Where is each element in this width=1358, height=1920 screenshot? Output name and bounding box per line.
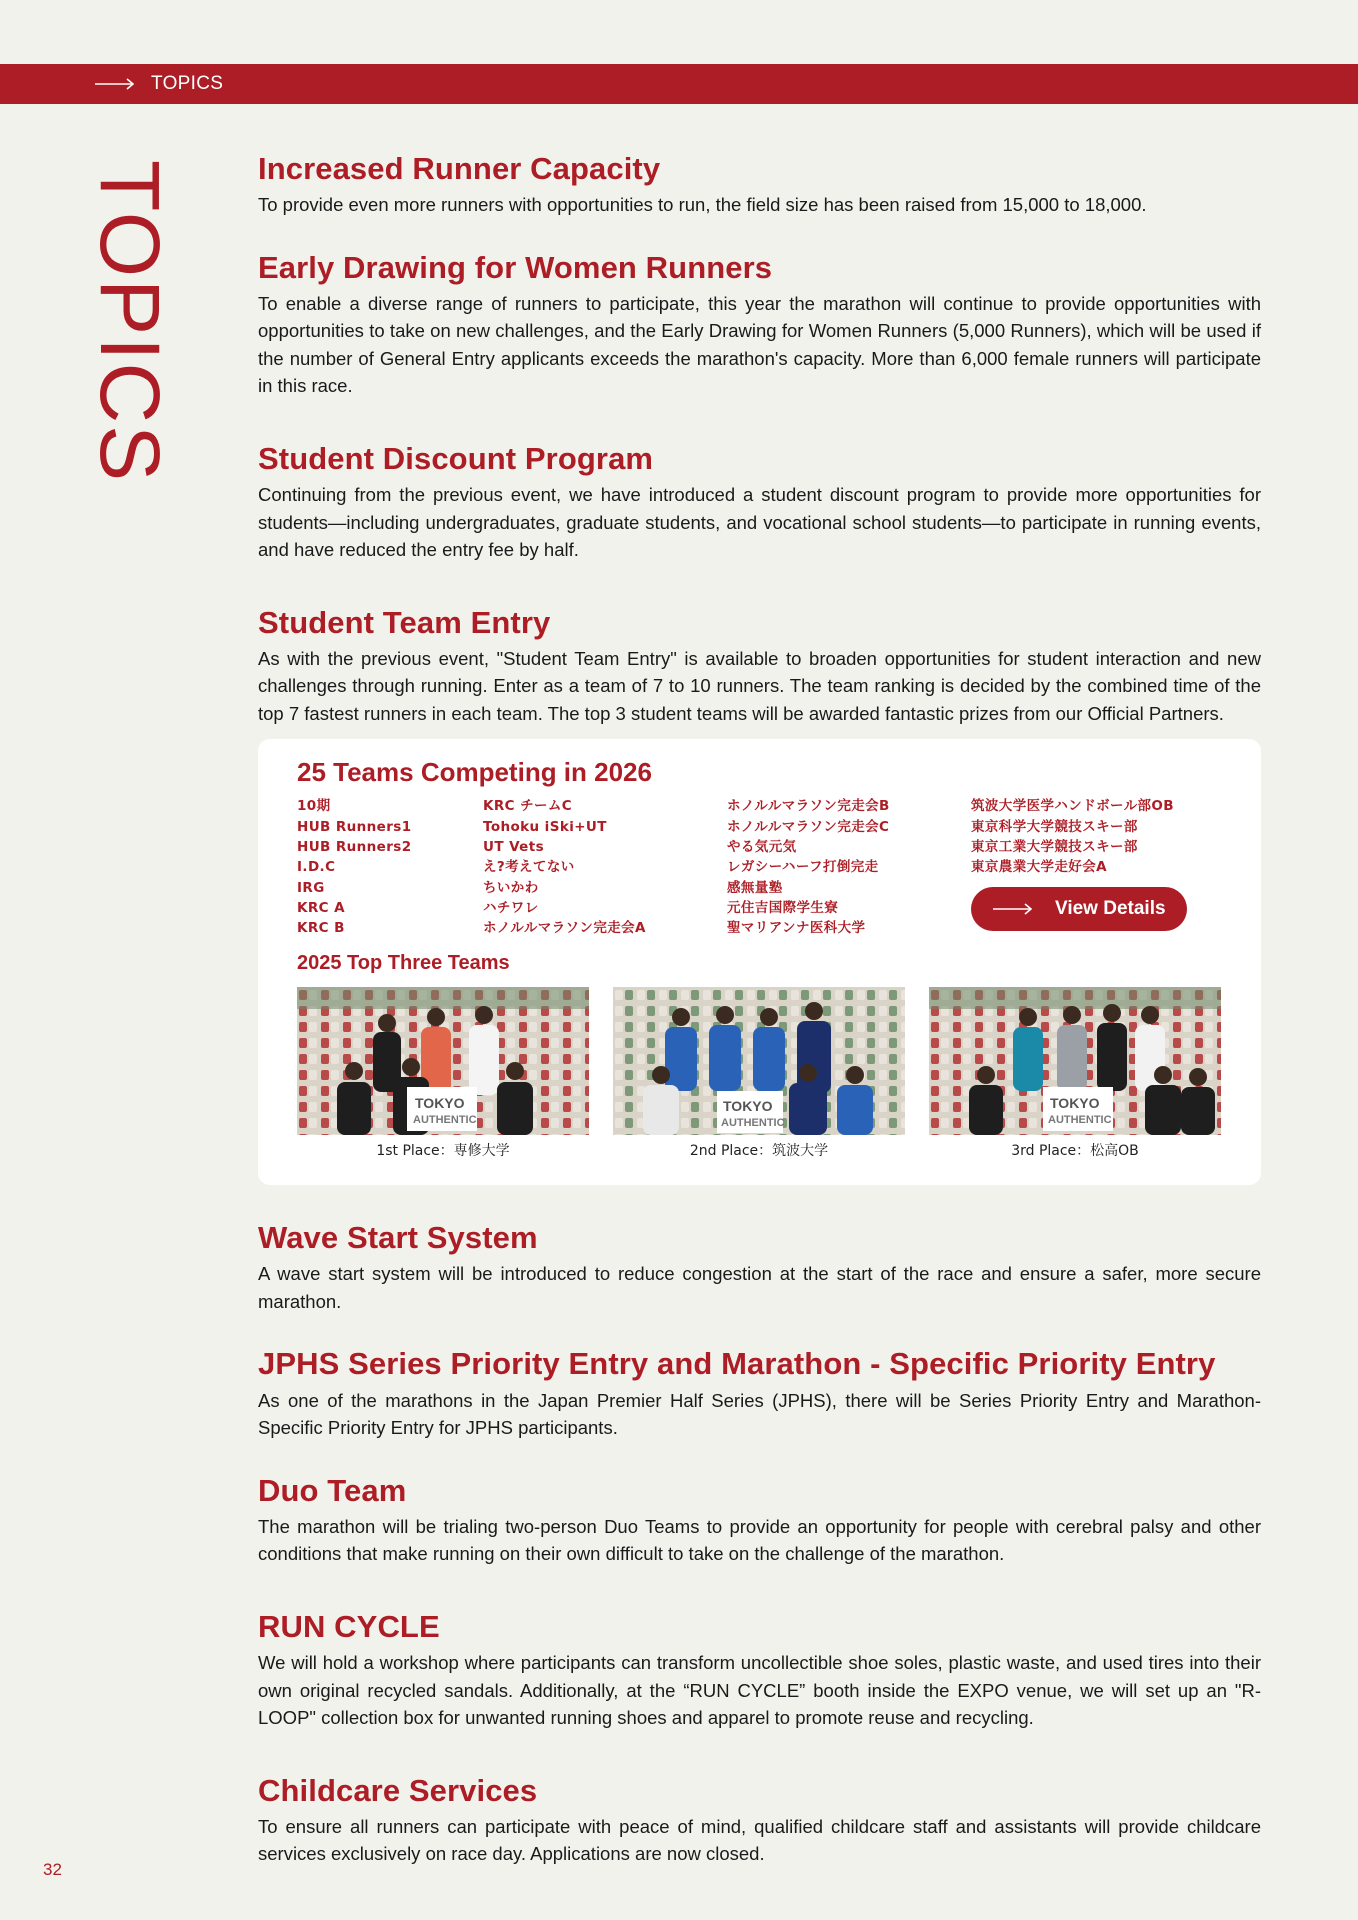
team-name: 筑波大学医学ハンドボール部OB (971, 798, 1174, 815)
section-childcare (258, 1772, 1261, 1868)
section-title: Early Drawing for Women Runners (258, 249, 773, 285)
top-three-title: 2025 Top Three Teams (297, 952, 510, 975)
photo-caption: 3rd Place：松高OB (1011, 1143, 1139, 1160)
team-photo (929, 987, 1221, 1135)
team-name: KRC A (297, 899, 345, 916)
team-name: ちいかわ (483, 879, 539, 896)
team-name: 東京工業大学競技スキー部 (971, 839, 1138, 856)
view-details-label: View Details (1055, 898, 1166, 920)
page-number: 32 (43, 1860, 62, 1879)
section-title: Student Team Entry (258, 604, 551, 640)
section-text: As with the previous event, "Student Team Entry" is available to broaden opportunities for student interaction and new challenges through running. Enter as a team of 7 to 10 runners. The team ranking is decided by the combined time of the top 7 fastest runners in each team. The top 3 student teams will be awarded fantastic prizes from our Official Partners. (258, 647, 1261, 724)
section-title: Student Discount Program (258, 440, 654, 476)
team-name: え?考えてない (483, 859, 575, 876)
photo-card (929, 987, 1221, 1160)
teams-card (258, 739, 1261, 1185)
team-name: 聖マリアンナ医科大学 (727, 920, 866, 937)
section-runner-capacity (258, 150, 1261, 219)
team-name: Tohoku iSki+UT (483, 818, 607, 835)
section-student-team (258, 604, 1261, 728)
team-name: 東京科学大学競技スキー部 (971, 818, 1138, 835)
photo-caption: 1st Place：専修大学 (376, 1143, 510, 1160)
vertical-title: TOPICS (83, 160, 177, 484)
team-name: ハチワレ (483, 899, 539, 916)
header-bar (0, 64, 1358, 104)
team-name: 東京農業大学走好会A (971, 859, 1107, 876)
team-name: KRC B (297, 920, 345, 937)
section-title: Duo Team (258, 1472, 407, 1508)
team-name: I.D.C (297, 859, 336, 876)
top-three-photos (297, 987, 1222, 1160)
team-name: HUB Runners1 (297, 818, 412, 835)
section-text: Continuing from the previous event, we have introduced a student discount program to provide more opportunities for students—including undergraduates, graduate students, and vocational school students—to participate in running events, and have reduced the entry fee by half. (258, 484, 1261, 561)
section-early-drawing (258, 249, 1261, 400)
team-column (297, 796, 483, 940)
team-name: ホノルルマラソン完走会A (483, 920, 646, 937)
section-text: The marathon will be trialing two-person Duo Teams to provide an opportunity for people with cerebral palsy and other conditions that make running on their own difficult to take on the challenge of the marathon. (258, 1515, 1261, 1565)
view-details-button[interactable] (971, 887, 1187, 931)
section-text: As one of the marathons in the Japan Premier Half Series (JPHS), there will be Series Priority Entry and Marathon-Specific Priority Entry for JPHS participants. (258, 1389, 1261, 1439)
team-column (727, 796, 971, 940)
section-title: JPHS Series Priority Entry and Marathon - Specific Priority Entry (258, 1346, 1216, 1382)
team-name: IRG (297, 879, 325, 896)
main-content (258, 150, 1261, 1868)
team-name: 元住吉国際学生寮 (727, 899, 839, 916)
photo-card (297, 987, 589, 1160)
section-wave-start (258, 1219, 1261, 1315)
team-list (297, 796, 1222, 940)
photo-card (613, 987, 905, 1160)
teams-card-title: 25 Teams Competing in 2026 (297, 757, 652, 788)
section-text: We will hold a workshop where participants can transform uncollectible shoe soles, plastic waste, and used tires into their own original recycled sandals. Additionally, at the “RUN CYCLE” booth inside the EXPO venue, we will set up an "R-LOOP" collection box for unwanted running shoes and apparel to promote reuse and recycling. (258, 1652, 1261, 1728)
section-text: To enable a diverse range of runners to participate, this year the marathon will continue to provide opportunities with opportunities to take on new challenges, and the Early Drawing for Women Runners (5,000 Runners), which will be used if the number of General Entry applicants exceeds the marathon's capacity. More than 6,000 female runners will participate in this race. (258, 292, 1261, 397)
header-label: TOPICS (151, 73, 224, 94)
section-text: To ensure all runners can participate with peace of mind, qualified childcare staff and assistants will provide childcare services exclusively on race day. Applications are now closed. (258, 1815, 1261, 1865)
team-name: KRC チームC (483, 798, 573, 815)
sign-text: TOKYO (723, 1098, 773, 1115)
section-text: A wave start system will be introduced to reduce congestion at the start of the race and ensure a safer, more secure marathon. (258, 1263, 1261, 1312)
photo-caption: 2nd Place：筑波大学 (689, 1143, 829, 1160)
section-title: Childcare Services (258, 1772, 538, 1808)
team-name: UT Vets (483, 839, 545, 856)
section-title: Wave Start System (258, 1220, 538, 1256)
section-title: RUN CYCLE (258, 1608, 440, 1644)
team-name: ホノルルマラソン完走会B (727, 798, 890, 815)
section-run-cycle (258, 1608, 1261, 1732)
team-name: ホノルルマラソン完走会C (727, 818, 890, 835)
arrow-right-icon (95, 77, 135, 91)
sign-text: TOKYO (415, 1095, 465, 1112)
sign-text: AUTHENTIC (413, 1114, 477, 1127)
team-name: 10期 (297, 798, 331, 815)
sign-text: AUTHENTIC (1048, 1114, 1112, 1127)
sign-text: AUTHENTIC (721, 1117, 785, 1130)
arrow-right-icon (993, 902, 1033, 916)
team-name: HUB Runners2 (297, 839, 412, 856)
section-student-discount (258, 440, 1261, 564)
team-name: レガシーハーフ打倒完走 (727, 859, 879, 876)
team-photo (613, 987, 905, 1135)
team-photo (297, 987, 589, 1135)
section-duo-team (258, 1472, 1261, 1568)
team-name: 感無量塾 (727, 879, 783, 896)
section-jphs-priority (258, 1345, 1261, 1441)
team-name: やる気元気 (727, 839, 797, 856)
section-text: To provide even more runners with opportunities to run, the field size has been raised from 15,000 to 18,000. (258, 194, 1147, 216)
team-column (483, 796, 727, 940)
section-title: Increased Runner Capacity (258, 151, 661, 186)
sign-text: TOKYO (1050, 1095, 1100, 1112)
